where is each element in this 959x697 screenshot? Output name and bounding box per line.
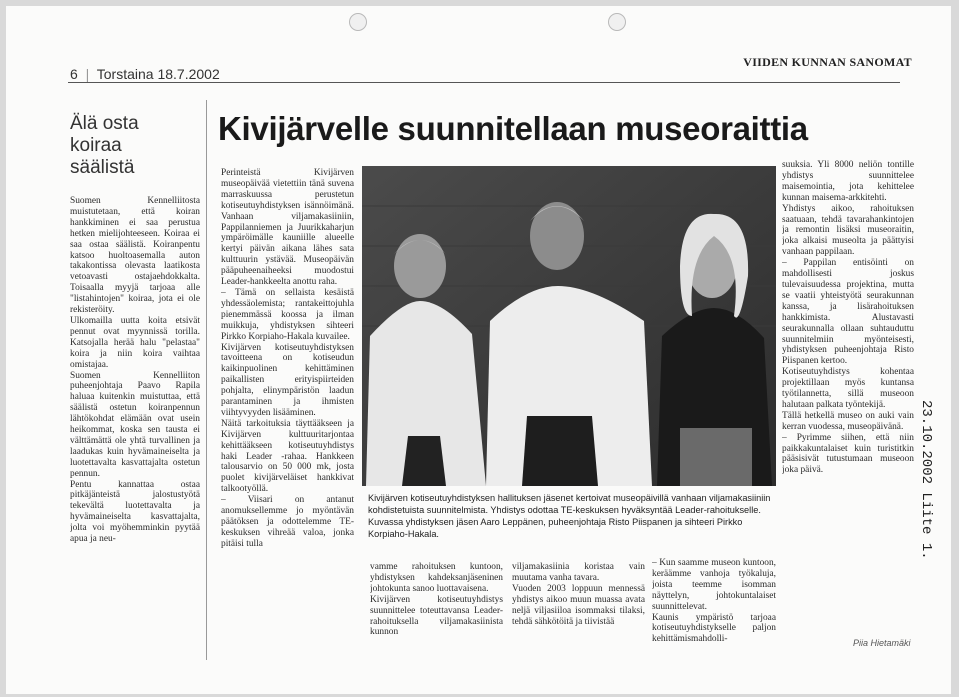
punch-hole-right: [608, 13, 626, 31]
sidebar-text: Suomen Kennelliitosta muistutetaan, että koiran hankkiminen ei saa perustua hetken mielijohteeseen. Koiraa ei saa ostaa säälistä. Koiranpentu katsoo huoltoasemalla auton takakontissa olevasta laatikosta vetoavasti ostajaehdokkalta. Toisaalla myyjä tarjoaa alle "listahintojen" koiraa, jota ei ole rekisteröity. Ulkomailla uutta koita etsivät pennut ovat myynnissä torilla. Katsojalla herää halu "pelastaa" koira ja niin koira vaihtaa omistajaa. Suomen Kennelliiton puheenjohtaja Paavo Rapila haluaa kuitenkin muistuttaa, että säälistä ostetun koiranpennun lähtökohdat elämään ovat usein heikommat, koska sen tausta ei välttämättä ole yhtä turvallinen ja laadukas kuin hyvämaineiselta ja luotettavalta kasvattajalta ostetun pennun. Pentu kannattaa ostaa pitkäjänteistä jalostustyötä tekevältä luotettavalta ja hyvämaineiselta kasvattajalta, jolta voi myöhemminkin pyytää apua ja neu-: [70, 196, 200, 545]
photo-caption: Kivijärven kotiseutuyhdistyksen hallituksen jäsenet kertoivat museopäivillä vanhaan viljamakasiiniin kohdistetuista suunnitelmista. Yhdistys odottaa TE-keskuksen hyväksyntää Leader-rahoitukselle. Kuvassa yhdistyksen jäsen Aaro Leppänen, puheenjohtaja Risto Piispanen ja sihteeri Pirkko Korpiaho-Hakala.: [368, 493, 771, 539]
newspaper-name: VIIDEN KUNNAN SANOMAT: [743, 55, 912, 69]
article-photo: [362, 166, 776, 486]
article-column-1: Perinteistä Kivijärven museopäivää vietettiin tänä suvena marraskuussa perustetun kotiseutuyhdistyksen isännöimänä. Vanhaan viljamakasiiniin, Pappilanniemen ja Juurikkaharjun ympäröimälle kauniille alueelle kertyi päivän aikana lähes sata kulttuurin ystävää. Museopäivän pääpuheenaiheeksi muodostui Leader-hankkeelta anottu raha. – Tämä on sellaista kesäistä yhdessäolemista; rantakeittojuhla pienemmässä koossa ja ilman muikkuja, yhdistyksen sihteeri Pirkko Korpiaho-Hakala kuvailee. Kivijärven kotiseutuyhdistyksen tavoitteena on kotiseudun kaikinpuolinen kehittäminen paikallisten erityispiirteiden pohjalta, elinympäristön laadun parantaminen ja ihmisten viihtyvyyden lisääminen. Näitä tarkoituksia täyttääkseen ja Kivijärven kulttuuritarjontaa kehittääkseen kotiseutuyhdistys haki Leader -rahaa. Hankkeen talousarvio on 50 000 mk, josta puolet kivijärveläiset hankkivat talkootyöllä. – Viisari on antanut anomuksellemme jo myöntävän päätöksen ja odottelemme TE-keskuksen vihreää valoa, jonka pitäisi tulla: [221, 168, 354, 549]
column-divider: [206, 100, 207, 660]
issue-date: Torstaina 18.7.2002: [96, 66, 220, 82]
punch-hole-left: [349, 13, 367, 31]
sidebar-headline: Älä osta koiraa säälistä: [70, 113, 139, 178]
article-headline: Kivijärvelle suunnitellaan museoraittia: [218, 110, 808, 147]
article-column-2: vamme rahoituksen kuntoon, yhdistyksen kahdeksanjäseninen johtokunta sanoo luottavaisena. Kivijärven kotiseutuyhdistys suunnittelee toteuttavansa Leader-rahoituksella viljamakasiinista kunnon: [370, 562, 503, 638]
header-rule: [68, 82, 900, 83]
article-column-right: suuksia. Yli 8000 neliön tontille yhdistys suunnittelee maisemointia, jota kehittelee kunnan maisema-arkkitehti. Yhdistys aikoo, rahoituksen saatuaan, tehdä tavarahankintojen ja remontin lisäksi museoraitin, joka alkaisi museolta ja päättyisi vanhaan pappilaan. – Pappilan entisöinti on mahdollisesti joskus tulevaisuudessa projektina, mutta se vaatii yhteistyötä seurakunnan kanssa, ja lisärahoituksen hankkimista. Alustavasti seurakunnalla ollaan suhtauduttu suunnitelmiin myönteisesti, yhdistyksen puheenjohtaja Risto Piispanen kertoo. Kotiseutuyhdistys kohentaa projektillaan myös kuntansa työtilannetta, sillä museoon halutaan palkata työntekijä. Tällä hetkellä museo on auki vain kerran vuodessa, museopäivänä. – Pyrimme siihen, että niin paikkakuntalaiset kuin turistitkin pääsisivät tutustumaan museoon joka päivä.: [782, 160, 914, 476]
page-header-left: 6 | Torstaina 18.7.2002: [70, 66, 220, 82]
page-number: 6: [70, 66, 78, 82]
archive-stamp: 23.10.2002 Liite 1.: [918, 400, 934, 560]
article-column-4: – Kun saamme museon kuntoon, keräämme vanhoja työkaluja, joista teemme isomman näyttelyn, johtokuntalaiset suunnittelevat. Kaunis ympäristö tarjoaa kotiseutuyhdistykselle paljon kehittämismahdolli-: [652, 558, 776, 645]
photo-illustration: [362, 166, 776, 486]
article-column-3: viljamakasiinia koristaa vain muutama vanha tavara. Vuoden 2003 loppuun mennessä yhdistys aikoo muun muassa avata neljä viljasiiloa isommaksi tilaksi, tehdä sähkötöitä ja tiivistää: [512, 562, 645, 627]
photographer-credit: Piia Hietamäki: [853, 638, 911, 648]
